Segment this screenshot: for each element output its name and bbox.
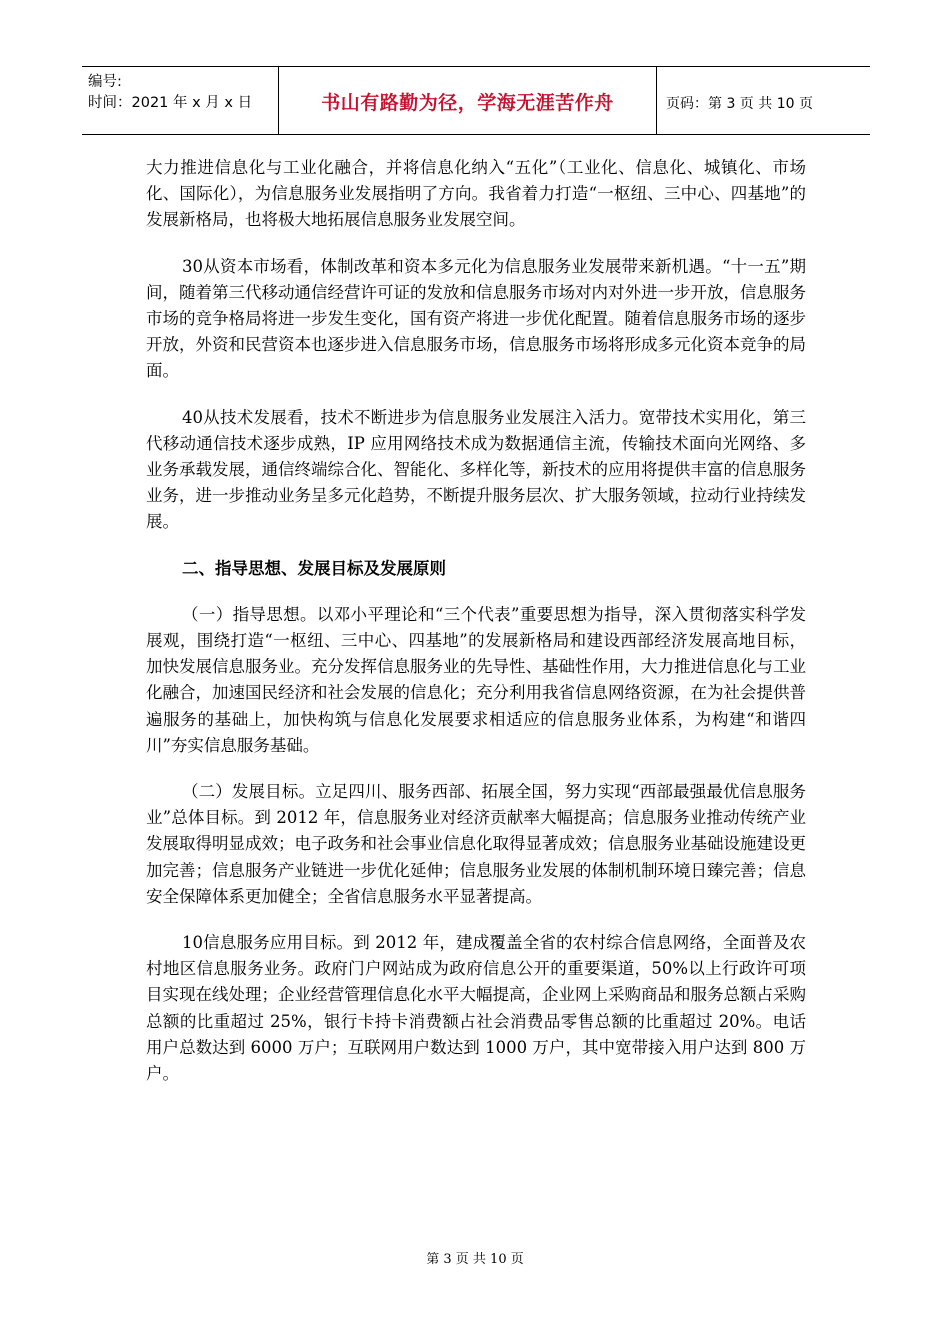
page-footer: 第 3 页 共 10 页	[426, 1252, 524, 1267]
header-divider-right	[656, 66, 657, 135]
date-label: 时间：2021 年 x 月 x 日	[88, 95, 253, 111]
header-meta	[88, 72, 274, 114]
paragraph-continuation: 大力推进信息化与工业化融合，并将信息化纳入“五化”（工业化、信息化、城镇化、市场化、国际化），为信息服务业发展指明了方向。我省着力打造“一枢纽、三中心、四基地”的发展新格局，也将极大地拓展信息服务业发展空间。	[146, 158, 806, 230]
header-motto: 书山有路勤为径，学海无涯苦作舟	[321, 92, 614, 114]
serial-label: 编号:	[88, 74, 122, 90]
header-top-rule	[82, 66, 870, 67]
paragraph-capital-market: 30从资本市场看，体制改革和资本多元化为信息服务业发展带来新机遇。“十一五”期间，随着第三代移动通信经营许可证的发放和信息服务市场对内对外进一步开放，信息服务市场的竞争格局将进一步发生变化，国有资产将进一步优化配置。随着信息服务市场的逐步开放，外资和民营资本也逐步进入信息服务市场，信息服务市场将形成多元化资本竞争的局面。	[146, 256, 806, 381]
paragraph-development-goals: （二）发展目标。立足四川、服务西部、拓展全国，努力实现“西部最强最优信息服务业”总体目标。到 2012 年，信息服务业对经济贡献率大幅提高；信息服务业推动传统产业发展取得明显成效；电子政务和社会事业信息化取得显著成效；信息服务业基础设施建设更加完善；信息服务产业链进一步优化延伸；信息服务业发展的体制机制环境日臻完善；信息安全保障体系更加健全；全省信息服务水平显著提高。	[146, 782, 806, 906]
paragraph-technology: 40从技术发展看，技术不断进步为信息服务业发展注入活力。宽带技术实用化，第三代移动通信技术逐步成熟，IP 应用网络技术成为数据通信主流，传输技术面向光网络、多业务承载发展，通信终端综合化、智能化、多样化等，新技术的应用将提供丰富的信息服务业务，进一步推动业务呈多元化趋势，不断提升服务层次、扩大服务领域，拉动行业持续发展。	[146, 407, 806, 532]
header-page-number: 页码：第 3 页 共 10 页	[666, 96, 813, 112]
paragraph-guiding-ideology: （一）指导思想。以邓小平理论和“三个代表”重要思想为指导，深入贯彻落实科学发展观，围绕打造“一枢纽、三中心、四基地”的发展新格局和建设西部经济发展高地目标，加快发展信息服务业。充分发挥信息服务业的先导性、基础性作用，大力推进信息化与工业化融合，加速国民经济和社会发展的信息化；充分利用我省信息网络资源，在为社会提供普遍服务的基础上，加快构筑与信息化发展要求相适应的信息服务业体系，为构建“和谐四川”夯实信息服务基础。	[146, 604, 806, 755]
document-body	[146, 155, 806, 1107]
section-heading: 二、指导思想、发展目标及发展原则	[182, 558, 446, 578]
header-bottom-rule	[82, 134, 870, 135]
page-header	[82, 66, 870, 136]
paragraph-application-goals: 10信息服务应用目标。到 2012 年，建成覆盖全省的农村综合信息网络，全面普及农村地区信息服务业务。政府门户网站成为政府信息公开的重要渠道，50%以上行政许可项目实现在线处理；企业经营管理信息化水平大幅提高，企业网上采购商品和服务总额占采购总额的比重超过 25%，银行卡持卡消费额占社会消费品零售总额的比重超过 20%。电话用户总数达到 6000 万户；互联网用户数达到 1000 万户，其中宽带接入用户达到 800 万户。	[146, 933, 806, 1084]
